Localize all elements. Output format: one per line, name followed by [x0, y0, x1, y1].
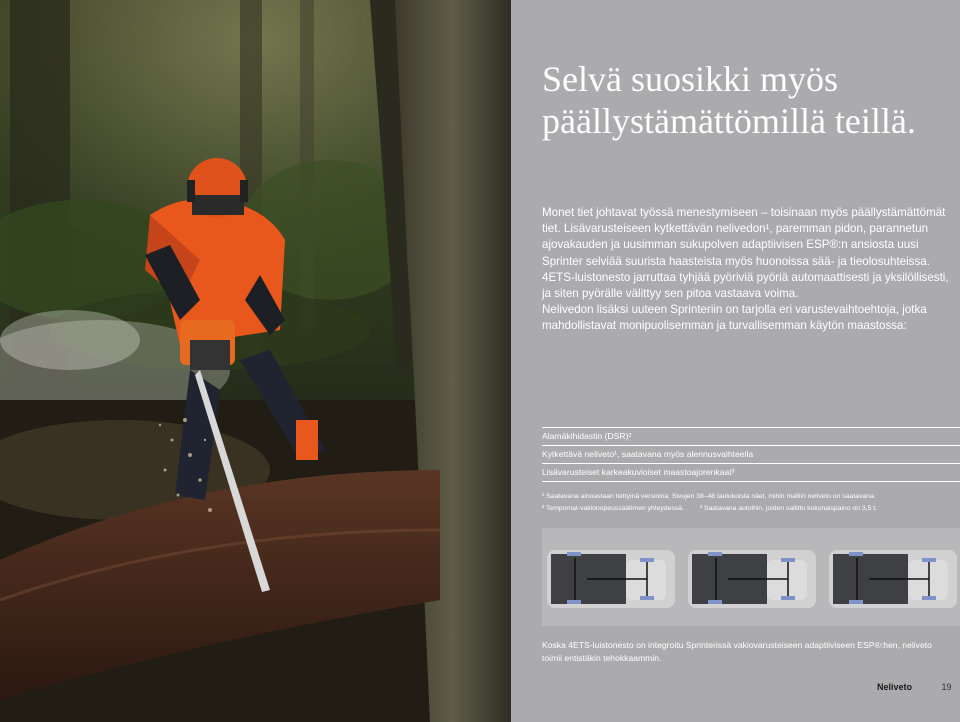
page-footer — [877, 682, 952, 692]
feature-item: Alamäkihidastin (DSR)² — [542, 427, 960, 445]
footnote-2 — [542, 505, 877, 512]
body-paragraph-1: Monet tiet johtavat työssä menestymiseen – toisinaan myös päällystämättömät tiet. Lisävarusteiseen kytkettävän nelivedon¹, paremman pidon, parannetun ajovakauden ja uusimman sukupolven adaptiivisen ESP®:n ansiosta uusi Sprinter selviää suurista haasteista myös huonoissa sää- ja tieolosuhteissa. 4ETS-luistonesto jarruttaa tyhjää pyöriviä pyöriä automaattisesti ja yksilöllisesti, ja siten pyörälle välittyy sen pitoa vastaava voima. — [542, 206, 949, 301]
footnote-2a: ² Tempomat-vakionopeussäätimen yhteydessä. — [542, 505, 684, 512]
diagram-caption: Koska 4ETS-luistonesto on integroitu Sprinterissä vakiovarusteiseen adaptiiviseen ESP®:hen, neliveto toimii entistäkin tehokkaammin. — [542, 640, 932, 663]
title-line-2: päällystämättömillä teillä. — [542, 101, 916, 141]
4wd-drivetrain-diagram — [542, 528, 960, 626]
feature-list — [542, 427, 960, 482]
page-title — [542, 58, 952, 142]
body-paragraph-2: Nelivedon lisäksi uuteen Sprinteriin on tarjolla eri varustevaihtoehtoja, jotka mahdollistavat monipuolisemman ja turvallisemman käytön maastossa: — [542, 303, 927, 333]
feature-item: Kytkettävä neliveto¹, saatavana myös alennusvaihteella — [542, 445, 960, 463]
footnote-1: ¹ Saatavana ainoastaan tiettyinä versioina. Sivujen 38–48 taulukoista näet, mihin malliin neliveto on saatavana. — [542, 493, 876, 500]
text-panel — [511, 0, 960, 722]
feature-item: Lisävarusteiset karkeakuvioiset maastoajorenkaat³ — [542, 463, 960, 482]
footnote-3: ³ Saatavana autoihin, joiden sallittu kokonaispaino on 3,5 t. — [699, 505, 878, 512]
drivetrain-illustration — [542, 528, 960, 626]
page-number: 19 — [941, 682, 952, 692]
title-line-1: Selvä suosikki myös — [542, 59, 839, 99]
section-name: Neliveto — [877, 682, 913, 692]
